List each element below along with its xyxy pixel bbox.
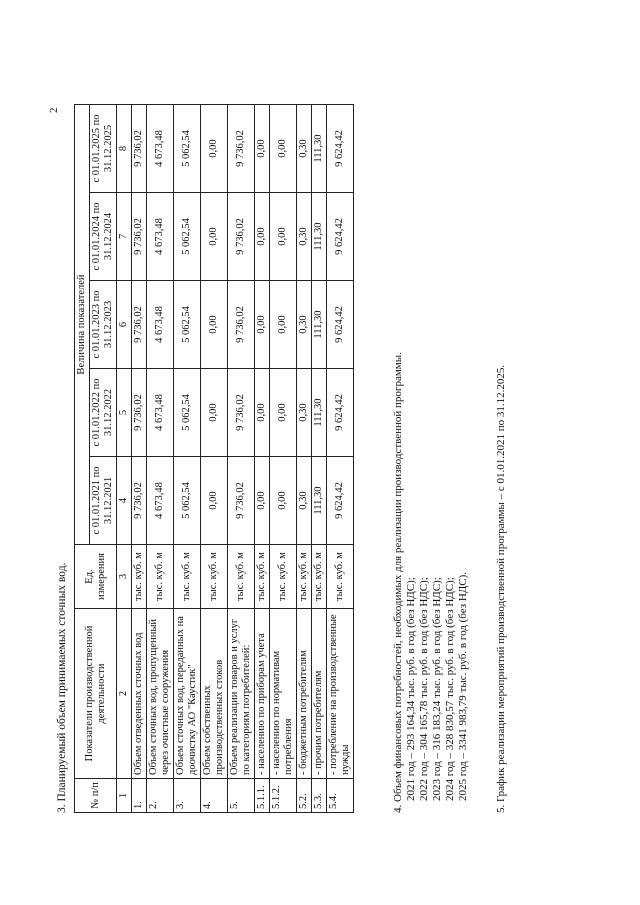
table-row [201, 105, 228, 813]
row-unit: тыс. куб. м [255, 545, 270, 609]
section-3-title: 3. Планируемый объем принимаемых сточных вод. [56, 562, 68, 813]
table-row [147, 105, 174, 813]
financing-line: 2023 год – 316 183,24 тыс. руб. в год (без НДС); [431, 577, 443, 801]
row-value: 0,00 [201, 457, 228, 545]
row-unit: тыс. куб. м [132, 545, 147, 609]
header-period: с 01.01.2021 по 31.12.2021 [90, 457, 117, 545]
row-num: 3. [174, 779, 201, 813]
row-num: 5.3. [312, 779, 327, 813]
table-row [132, 105, 147, 813]
row-unit: тыс. куб. м [297, 545, 312, 609]
row-value: 0,00 [255, 457, 270, 545]
header-row-1 [75, 105, 90, 813]
row-value: 5 062,54 [174, 369, 201, 457]
row-value: 0,00 [270, 281, 297, 369]
row-value: 0,00 [201, 193, 228, 281]
row-num: 5.1.1. [255, 779, 270, 813]
row-value: 9 736,02 [132, 457, 147, 545]
row-value: 0,00 [270, 457, 297, 545]
section-5-title: 5. График реализации мероприятий производственной программы – с 01.01.2021 по 31.12.2025. [495, 364, 507, 813]
col-number: 4 [117, 457, 132, 545]
col-number: 2 [117, 609, 132, 779]
row-value: 0,00 [201, 281, 228, 369]
row-value: 9 736,02 [228, 457, 255, 545]
row-value: 4 673,48 [147, 369, 174, 457]
header-unit: Ед. измерения [75, 545, 117, 609]
table-row [174, 105, 201, 813]
table-row [297, 105, 312, 813]
row-value: 4 673,48 [147, 457, 174, 545]
row-num: 5.1.2. [270, 779, 297, 813]
row-value: 111,30 [312, 105, 327, 193]
row-value: 0,00 [270, 193, 297, 281]
col-number: 5 [117, 369, 132, 457]
row-num: 5.4. [327, 779, 354, 813]
row-value: 5 062,54 [174, 193, 201, 281]
row-value: 0,00 [255, 105, 270, 193]
row-value: 0,30 [297, 281, 312, 369]
row-value: 111,30 [312, 369, 327, 457]
row-value: 9 624,42 [327, 281, 354, 369]
row-unit: тыс. куб. м [312, 545, 327, 609]
row-value: 5 062,54 [174, 457, 201, 545]
row-value: 4 673,48 [147, 193, 174, 281]
row-num: 4. [201, 779, 228, 813]
row-value: 0,00 [255, 281, 270, 369]
row-name: Объем собственных производственных стоков [201, 609, 228, 779]
row-value: 111,30 [312, 457, 327, 545]
row-num: 1. [132, 779, 147, 813]
row-value: 9 736,02 [132, 369, 147, 457]
row-name: Объем сточных вод, переданных на доочистку АО "Каустик" [174, 609, 201, 779]
row-num: 2. [147, 779, 174, 813]
table-row [312, 105, 327, 813]
column-numbers-row [117, 105, 132, 813]
header-num: № п/п [75, 779, 117, 813]
financing-line: 2024 год – 328 830,57 тыс. руб. в год (без НДС); [444, 577, 456, 801]
row-value: 0,00 [255, 193, 270, 281]
row-value: 4 673,48 [147, 281, 174, 369]
row-value: 9 736,02 [228, 193, 255, 281]
row-value: 0,00 [255, 369, 270, 457]
financing-line: 2025 год – 3341 983,79 тыс. руб. в год (без НДС). [457, 571, 469, 801]
row-value: 111,30 [312, 281, 327, 369]
row-name: - прочим потребителям [312, 609, 327, 779]
col-number: 6 [117, 281, 132, 369]
header-period: с 01.01.2023 по 31.12.2023 [90, 281, 117, 369]
row-name: - потребление на производственные нужды [327, 609, 354, 779]
row-value: 0,30 [297, 369, 312, 457]
row-unit: тыс. куб. м [201, 545, 228, 609]
row-value: 5 062,54 [174, 281, 201, 369]
row-value: 9 736,02 [228, 105, 255, 193]
row-unit: тыс. куб. м [270, 545, 297, 609]
financing-line: 2021 год – 293 164,34 тыс. руб. в год (без НДС); [405, 577, 417, 801]
row-unit: тыс. куб. м [174, 545, 201, 609]
row-value: 4 673,48 [147, 105, 174, 193]
row-unit: тыс. куб. м [228, 545, 255, 609]
header-values-group: Величина показателей [75, 105, 90, 545]
row-value: 0,00 [201, 369, 228, 457]
row-value: 0,00 [270, 369, 297, 457]
col-number: 7 [117, 193, 132, 281]
financing-line: 2022 год – 304 165,78 тыс. руб. в год (без НДС); [418, 577, 430, 801]
header-period: с 01.01.2022 по 31.12.2022 [90, 369, 117, 457]
row-num: 5. [228, 779, 255, 813]
row-name: Объем отведенных сточных вод [132, 609, 147, 779]
row-name: - бюджетным потребителям [297, 609, 312, 779]
col-number: 3 [117, 545, 132, 609]
row-value: 9 624,42 [327, 105, 354, 193]
table-row [327, 105, 354, 813]
indicators-table [74, 104, 354, 813]
row-unit: тыс. куб. м [327, 545, 354, 609]
row-value: 0,00 [201, 105, 228, 193]
col-number: 1 [117, 779, 132, 813]
row-value: 9 736,02 [228, 281, 255, 369]
row-name: - населению по нормативам потребления [270, 609, 297, 779]
row-value: 9 736,02 [132, 105, 147, 193]
row-name: Объем сточных вод, пропущенный через очистные сооружения [147, 609, 174, 779]
row-value: 0,00 [270, 105, 297, 193]
row-value: 9 624,42 [327, 193, 354, 281]
row-num: 5.2. [297, 779, 312, 813]
row-value: 5 062,54 [174, 105, 201, 193]
row-value: 9 736,02 [132, 193, 147, 281]
section-4 [392, 352, 470, 813]
page-number: 2 [48, 107, 60, 113]
header-period: с 01.01.2025 по 31.12.2025 [90, 105, 117, 193]
row-value: 9 624,42 [327, 369, 354, 457]
section-4-title: 4. Объем финансовых потребностей, необходимых для реализации производственной программы. [392, 352, 404, 813]
row-unit: тыс. куб. м [147, 545, 174, 609]
header-period: с 01.01.2024 по 31.12.2024 [90, 193, 117, 281]
col-number: 8 [117, 105, 132, 193]
table-row [228, 105, 255, 813]
row-value: 9 624,42 [327, 457, 354, 545]
row-value: 0,30 [297, 457, 312, 545]
table-row [255, 105, 270, 813]
row-value: 0,30 [297, 193, 312, 281]
row-value: 9 736,02 [132, 281, 147, 369]
row-value: 0,30 [297, 105, 312, 193]
row-name: Объем реализации товаров и услуг по категориям потребителей: [228, 609, 255, 779]
row-value: 111,30 [312, 193, 327, 281]
row-value: 9 736,02 [228, 369, 255, 457]
header-indicator: Показатели производственной деятельности [75, 609, 117, 779]
table-row [270, 105, 297, 813]
row-name: - населению по приборам учета [255, 609, 270, 779]
